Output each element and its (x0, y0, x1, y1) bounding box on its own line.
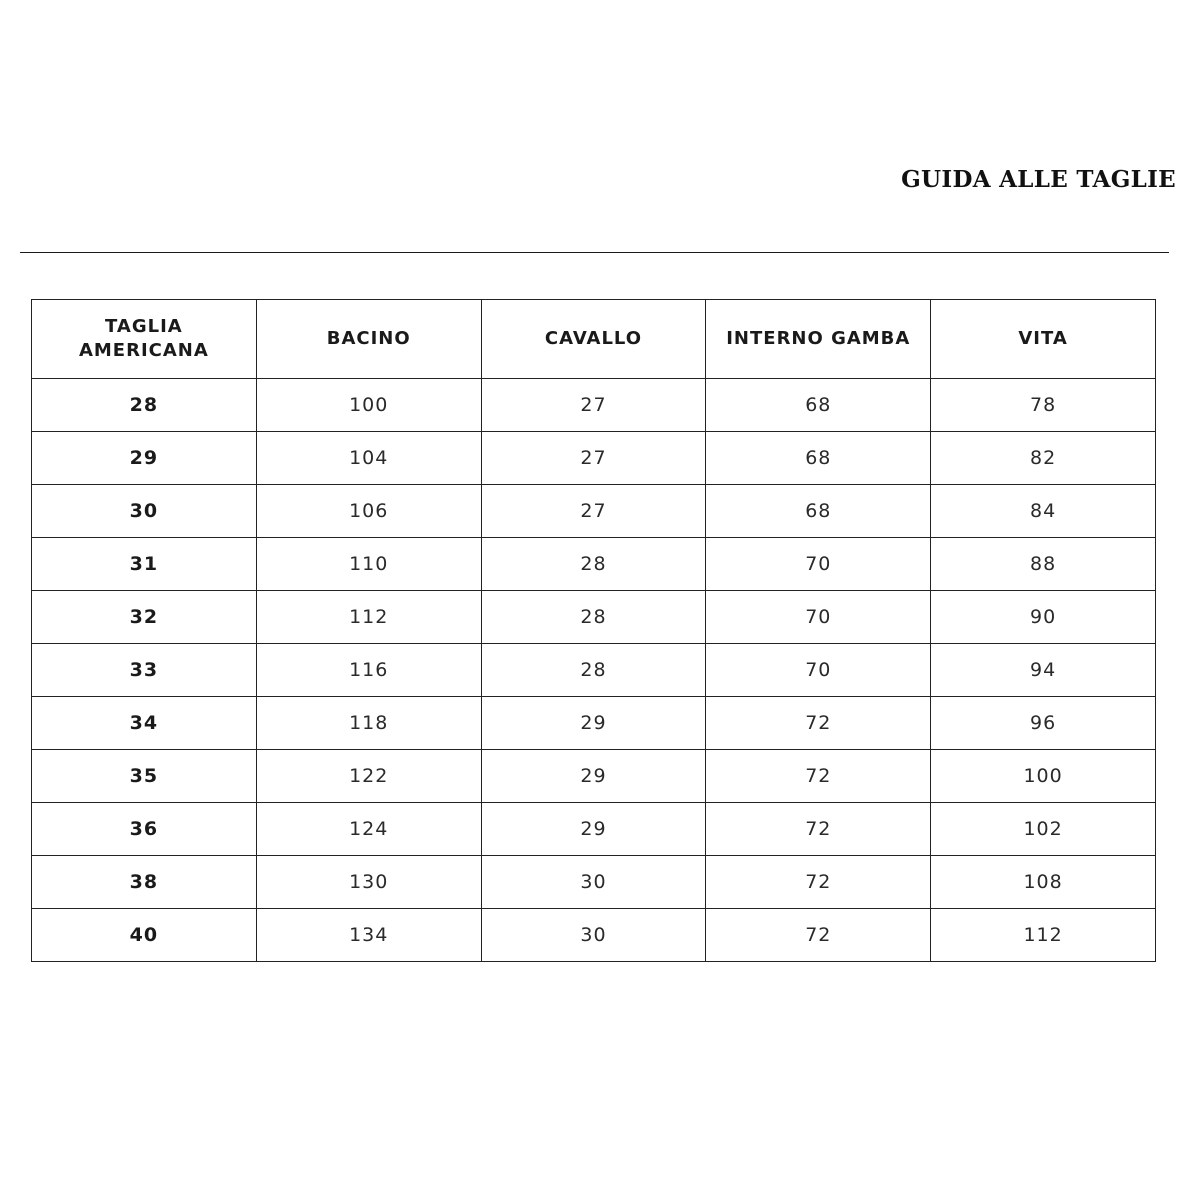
size-cell: 34 (32, 697, 257, 750)
size-cell: 28 (32, 379, 257, 432)
table-row (32, 644, 1156, 697)
cavallo-cell: 28 (481, 644, 706, 697)
page-title: GUIDA ALLE TAGLIE (901, 166, 1176, 193)
size-cell: 30 (32, 485, 257, 538)
size-cell: 33 (32, 644, 257, 697)
interno-gamba-cell: 68 (706, 379, 931, 432)
interno-gamba-cell: 70 (706, 538, 931, 591)
table-row (32, 697, 1156, 750)
size-guide-table (31, 299, 1156, 962)
size-cell: 40 (32, 909, 257, 962)
interno-gamba-cell: 70 (706, 591, 931, 644)
table-row (32, 856, 1156, 909)
header-cell-cavallo (481, 300, 706, 379)
interno-gamba-cell: 72 (706, 750, 931, 803)
table-row (32, 750, 1156, 803)
table-row (32, 432, 1156, 485)
bacino-cell: 134 (256, 909, 481, 962)
cavallo-cell: 29 (481, 697, 706, 750)
table-row (32, 909, 1156, 962)
table-row (32, 803, 1156, 856)
size-cell: 31 (32, 538, 257, 591)
vita-cell: 84 (931, 485, 1156, 538)
vita-cell: 108 (931, 856, 1156, 909)
size-cell: 29 (32, 432, 257, 485)
vita-cell: 102 (931, 803, 1156, 856)
size-cell: 35 (32, 750, 257, 803)
table-body (32, 379, 1156, 962)
bacino-cell: 100 (256, 379, 481, 432)
interno-gamba-cell: 70 (706, 644, 931, 697)
header-label: BACINO (326, 328, 411, 349)
vita-cell: 94 (931, 644, 1156, 697)
header-cell-vita (931, 300, 1156, 379)
cavallo-cell: 28 (481, 591, 706, 644)
table-row (32, 379, 1156, 432)
bacino-cell: 130 (256, 856, 481, 909)
bacino-cell: 110 (256, 538, 481, 591)
bacino-cell: 116 (256, 644, 481, 697)
bacino-cell: 104 (256, 432, 481, 485)
bacino-cell: 112 (256, 591, 481, 644)
bacino-cell: 122 (256, 750, 481, 803)
title-divider (20, 252, 1169, 253)
interno-gamba-cell: 72 (706, 909, 931, 962)
header-label: INTERNO GAMBA (726, 328, 911, 349)
interno-gamba-cell: 72 (706, 697, 931, 750)
vita-cell: 112 (931, 909, 1156, 962)
size-cell: 38 (32, 856, 257, 909)
cavallo-cell: 28 (481, 538, 706, 591)
size-cell: 32 (32, 591, 257, 644)
cavallo-cell: 29 (481, 803, 706, 856)
vita-cell: 90 (931, 591, 1156, 644)
interno-gamba-cell: 72 (706, 803, 931, 856)
interno-gamba-cell: 68 (706, 432, 931, 485)
vita-cell: 78 (931, 379, 1156, 432)
bacino-cell: 106 (256, 485, 481, 538)
interno-gamba-cell: 72 (706, 856, 931, 909)
cavallo-cell: 30 (481, 909, 706, 962)
vita-cell: 88 (931, 538, 1156, 591)
cavallo-cell: 29 (481, 750, 706, 803)
header-label: AMERICANA (78, 340, 209, 361)
cavallo-cell: 30 (481, 856, 706, 909)
cavallo-cell: 27 (481, 485, 706, 538)
table-row (32, 591, 1156, 644)
cavallo-cell: 27 (481, 379, 706, 432)
header-cell-interno-gamba (706, 300, 931, 379)
table-row (32, 485, 1156, 538)
header-label: VITA (1018, 328, 1068, 349)
table-header-row (32, 300, 1156, 379)
vita-cell: 96 (931, 697, 1156, 750)
table-row (32, 538, 1156, 591)
bacino-cell: 118 (256, 697, 481, 750)
header-cell-taglia-americana (32, 300, 257, 379)
bacino-cell: 124 (256, 803, 481, 856)
header-label: TAGLIA (105, 316, 183, 337)
header-label: CAVALLO (544, 328, 643, 349)
header-cell-bacino (256, 300, 481, 379)
cavallo-cell: 27 (481, 432, 706, 485)
interno-gamba-cell: 68 (706, 485, 931, 538)
size-cell: 36 (32, 803, 257, 856)
vita-cell: 82 (931, 432, 1156, 485)
vita-cell: 100 (931, 750, 1156, 803)
